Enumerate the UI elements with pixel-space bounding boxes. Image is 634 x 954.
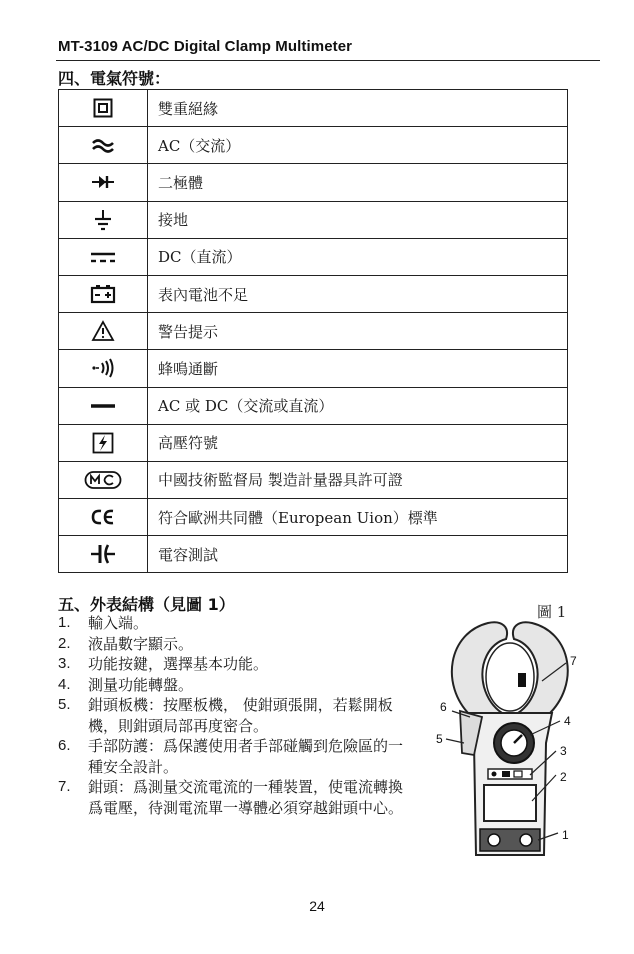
callout-3: 3 bbox=[560, 744, 567, 758]
item-text: 功能按鍵，選擇基本功能。 bbox=[88, 655, 269, 673]
buzzer-icon bbox=[90, 358, 116, 378]
symbol-description: 電容測試 bbox=[148, 536, 568, 573]
callout-2: 2 bbox=[560, 770, 567, 784]
ce-mark-icon bbox=[90, 508, 116, 526]
item-text: 測量功能轉盤。 bbox=[88, 675, 194, 694]
list-item bbox=[58, 634, 408, 655]
header-rule bbox=[56, 60, 600, 61]
symbol-description: 中國技術監督局 製造計量器具許可證 bbox=[148, 461, 568, 498]
symbol-description: 雙重絕緣 bbox=[148, 90, 568, 127]
callout-1: 1 bbox=[562, 828, 569, 842]
ground-icon bbox=[93, 209, 113, 231]
item-number: 4. bbox=[58, 675, 71, 693]
symbol-row bbox=[59, 350, 568, 387]
list-item bbox=[58, 613, 408, 634]
symbol-description: 表內電池不足 bbox=[148, 275, 568, 312]
symbol-row bbox=[59, 499, 568, 536]
symbol-row bbox=[59, 536, 568, 573]
symbol-row bbox=[59, 387, 568, 424]
figure-label: 圖 1 bbox=[537, 603, 567, 621]
clamp-meter-figure bbox=[430, 615, 590, 865]
symbol-row bbox=[59, 127, 568, 164]
document-header: MT-3109 AC/DC Digital Clamp Multimeter bbox=[58, 38, 353, 55]
callout-5: 5 bbox=[436, 732, 443, 746]
symbol-description: 符合歐洲共同體（European Uion）標準 bbox=[148, 499, 568, 536]
symbol-row bbox=[59, 238, 568, 275]
symbol-row bbox=[59, 164, 568, 201]
high-voltage-icon bbox=[92, 432, 114, 454]
section-5-heading: 五、外表結構（見圖 1） bbox=[58, 595, 235, 614]
symbol-description: DC（直流） bbox=[148, 238, 568, 275]
symbols-table bbox=[58, 89, 568, 573]
dc-icon bbox=[90, 250, 116, 264]
mc-mark-icon bbox=[84, 470, 122, 490]
list-item bbox=[58, 654, 408, 675]
section-4-heading: 四、電氣符號： bbox=[58, 69, 171, 88]
item-text: 手部防護：爲保護使用者手部碰觸到危險區的一種安全設計。 bbox=[88, 737, 404, 776]
symbol-row bbox=[59, 313, 568, 350]
item-number: 7. bbox=[58, 778, 71, 795]
symbol-description: 高壓符號 bbox=[148, 424, 568, 461]
item-text: 鉗頭板機：按壓板機， 使鉗頭張開，若鬆開板機，則鉗頭局部再度密合。 bbox=[88, 696, 393, 735]
page-number: 24 bbox=[309, 898, 325, 914]
meter-body bbox=[460, 711, 552, 855]
item-number: 6. bbox=[58, 737, 71, 754]
symbol-row bbox=[59, 201, 568, 238]
item-text: 鉗頭：爲測量交流電流的一種裝置，使電流轉換爲電壓，待測電流單一導體必須穿越鉗頭中心。 bbox=[88, 778, 404, 817]
symbol-row bbox=[59, 275, 568, 312]
ac-or-dc-icon bbox=[90, 401, 116, 411]
callout-7: 7 bbox=[570, 654, 577, 668]
symbol-description: AC 或 DC（交流或直流） bbox=[148, 387, 568, 424]
capacitor-icon bbox=[90, 543, 116, 565]
symbol-row bbox=[59, 90, 568, 127]
symbol-description: 警告提示 bbox=[148, 313, 568, 350]
symbol-description: 蜂鳴通斷 bbox=[148, 350, 568, 387]
list-item bbox=[58, 777, 408, 818]
item-number: 5. bbox=[58, 696, 71, 713]
list-item bbox=[58, 675, 408, 696]
callout-6: 6 bbox=[440, 700, 447, 714]
symbol-row bbox=[59, 461, 568, 498]
parts-list bbox=[58, 613, 408, 818]
symbol-row bbox=[59, 424, 568, 461]
list-item bbox=[58, 695, 408, 736]
item-number: 3. bbox=[58, 655, 71, 672]
diode-icon bbox=[91, 174, 115, 190]
symbol-description: 二極體 bbox=[148, 164, 568, 201]
item-number: 2. bbox=[58, 634, 71, 652]
warning-icon bbox=[91, 320, 115, 342]
clamp-jaw bbox=[452, 622, 568, 715]
double-insulation-icon bbox=[93, 98, 113, 118]
low-battery-icon bbox=[90, 284, 116, 304]
callout-4: 4 bbox=[564, 714, 571, 728]
item-text: 輸入端。 bbox=[88, 614, 149, 632]
list-item bbox=[58, 736, 408, 777]
ac-icon bbox=[91, 137, 115, 153]
symbol-description: AC（交流） bbox=[148, 127, 568, 164]
item-number: 1. bbox=[58, 614, 71, 631]
symbol-description: 接地 bbox=[148, 201, 568, 238]
item-text: 液晶數字顯示。 bbox=[88, 634, 194, 653]
